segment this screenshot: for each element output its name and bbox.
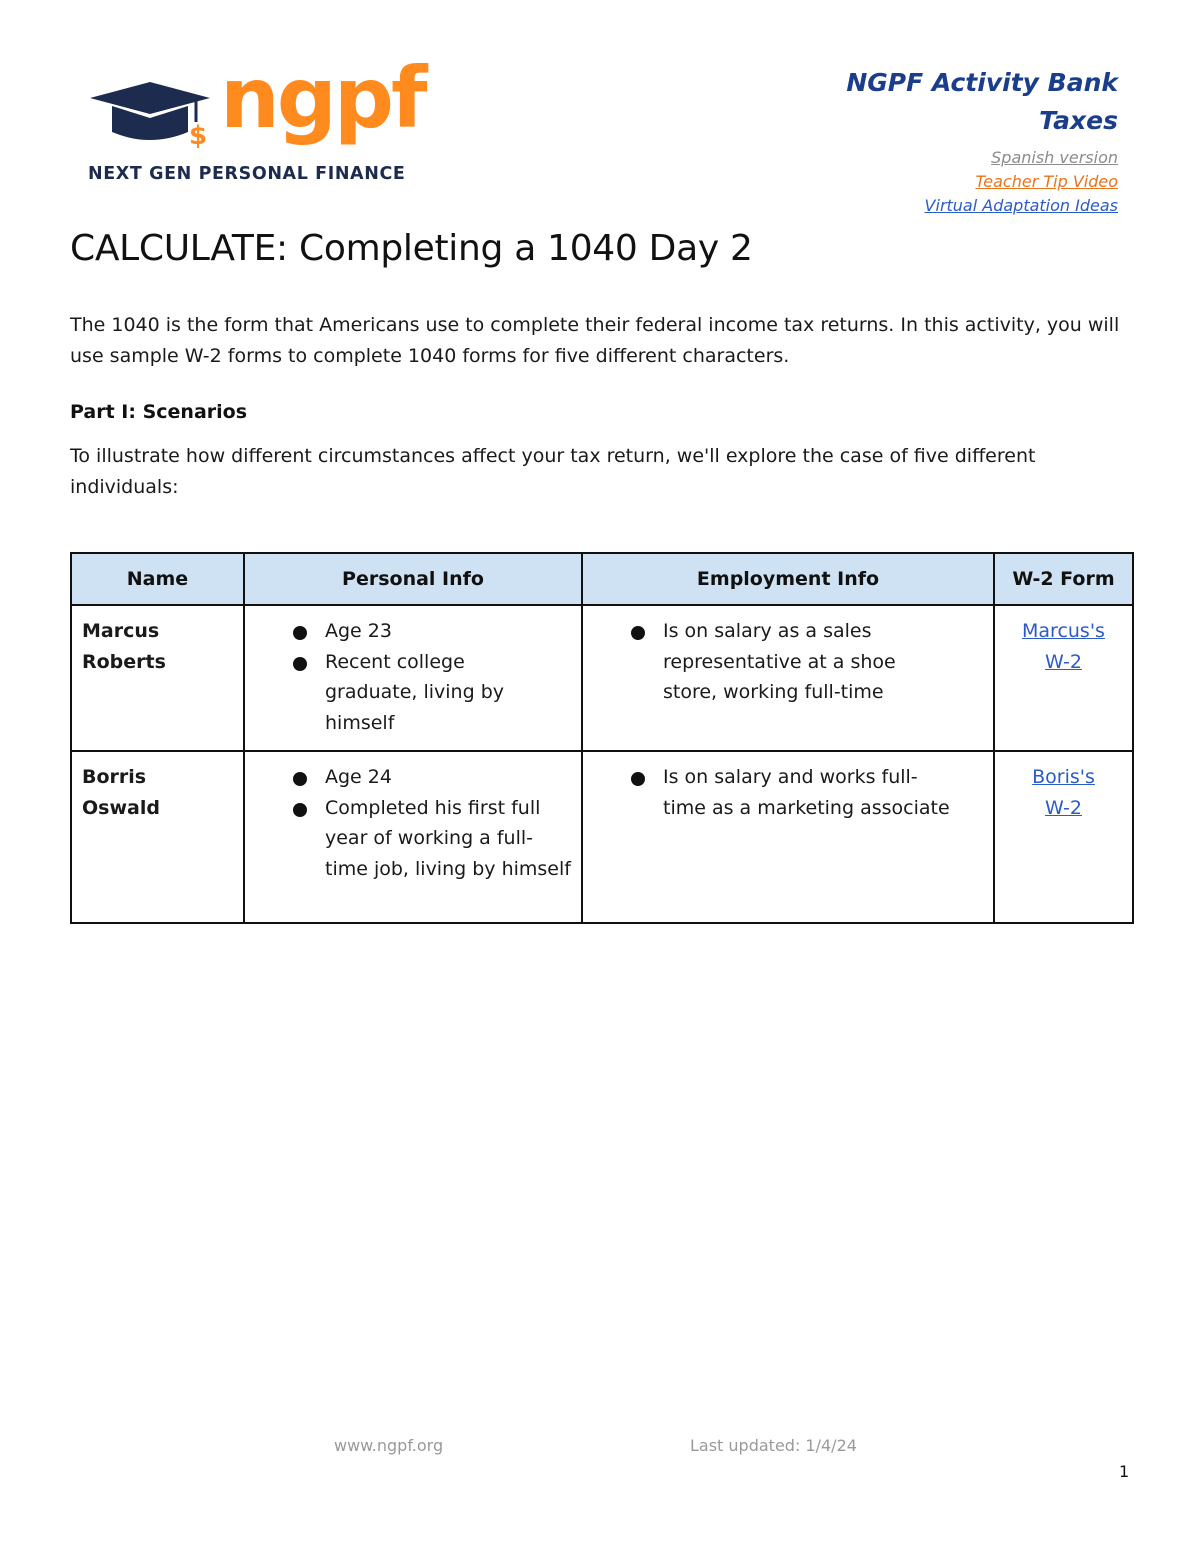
list-item: Age 24 (255, 762, 571, 793)
first-name: Borris (82, 766, 147, 788)
ngpf-logo (88, 49, 428, 188)
name-cell (71, 605, 244, 751)
header-personal-info: Personal Info (244, 553, 582, 605)
list-item: Age 23 (255, 616, 571, 647)
employment-info-cell (582, 605, 994, 751)
employment-info-cell (582, 751, 994, 923)
header-links (846, 146, 1118, 218)
w2-cell (994, 605, 1133, 751)
last-name: Oswald (82, 796, 160, 819)
header-w2-form: W-2 Form (994, 553, 1133, 605)
list-item: Completed his first full year of working a full-time job, living by himself (255, 793, 571, 885)
list-item: Recent college graduate, living by himself (255, 647, 571, 739)
first-name: Marcus (82, 620, 160, 642)
personal-info-cell (244, 605, 582, 751)
spanish-version-link[interactable]: Spanish version (991, 148, 1118, 167)
logo-wordmark: ngpf (220, 49, 425, 147)
part-1-text: To illustrate how different circumstances affect your tax return, we'll explore the case of five different individuals: (70, 445, 1036, 498)
teacher-tip-video-link[interactable]: Teacher Tip Video (975, 172, 1118, 191)
footer-last-updated: Last updated: 1/4/24 (690, 1436, 857, 1455)
header-employment-info: Employment Info (582, 553, 994, 605)
part-1-heading: Part I: Scenarios (70, 401, 248, 423)
marcus-w2-link-line2[interactable]: W-2 (1045, 650, 1082, 673)
virtual-adaptation-link[interactable]: Virtual Adaptation Ideas (924, 196, 1118, 215)
svg-text:$: $ (189, 121, 208, 151)
table-header-row (71, 553, 1133, 605)
table-row (71, 751, 1133, 923)
list-item: Is on salary and works full-time as a marketing associate (593, 762, 983, 823)
activity-bank-title: NGPF Activity Bank (846, 68, 1118, 97)
marcus-w2-link-line1[interactable]: Marcus's (1022, 620, 1105, 642)
personal-info-cell (244, 751, 582, 923)
logo-subtitle: NEXT GEN PERSONAL FINANCE (88, 164, 406, 184)
header-info (846, 64, 1118, 218)
scenarios-table (70, 552, 1134, 924)
name-cell (71, 751, 244, 923)
footer-website: www.ngpf.org (334, 1436, 444, 1455)
list-item: Is on salary as a sales representative at a shoe store, working full-time (593, 616, 983, 708)
page-number: 1 (1119, 1462, 1130, 1481)
boris-w2-link-line1[interactable]: Boris's (1032, 766, 1095, 788)
graduation-cap-icon (88, 76, 212, 156)
intro-paragraph: The 1040 is the form that Americans use to complete their federal income tax returns. In this activity, you will use sample W-2 forms to complete 1040 forms for five different characters. (70, 314, 1120, 367)
w2-cell (994, 751, 1133, 923)
header-name: Name (71, 553, 244, 605)
topic-title: Taxes (1039, 106, 1118, 135)
table-row (71, 605, 1133, 751)
document-title: CALCULATE: Completing a 1040 Day 2 (70, 228, 753, 269)
last-name: Roberts (82, 650, 166, 673)
boris-w2-link-line2[interactable]: W-2 (1045, 796, 1082, 819)
